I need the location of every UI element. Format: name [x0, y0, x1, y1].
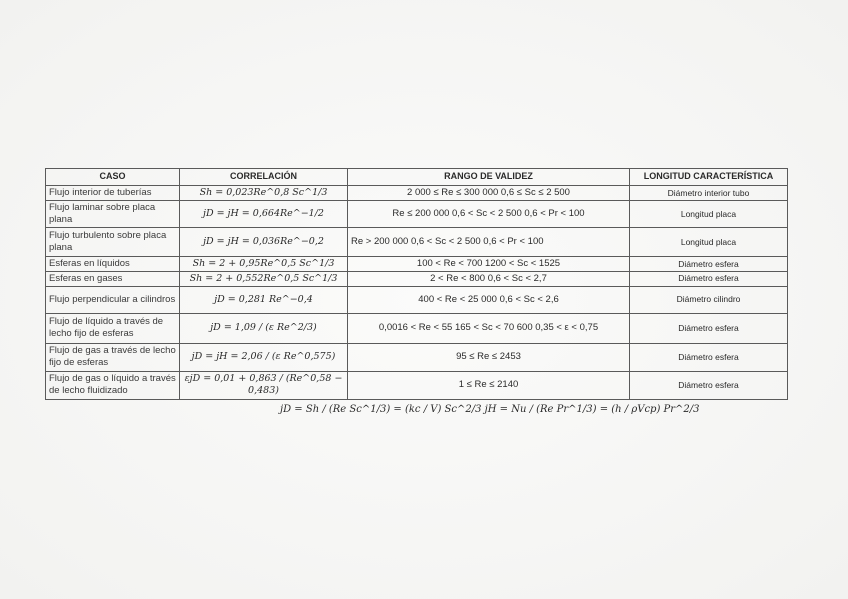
- rango-cell: 2 000 ≤ Re ≤ 300 000 0,6 ≤ Sc ≤ 2 500: [348, 186, 630, 201]
- longitud-cell: Diámetro esfera: [630, 343, 788, 371]
- longitud-cell: Diámetro esfera: [630, 271, 788, 286]
- table-row: [46, 271, 788, 286]
- longitud-cell: Diámetro interior tubo: [630, 186, 788, 201]
- caso-cell: Flujo de líquido a través de lecho fijo de esferas: [46, 313, 180, 343]
- correlacion-cell: jD = jH = 0,664Re^−1/2: [180, 200, 348, 227]
- caso-cell: Flujo interior de tuberías: [46, 186, 180, 201]
- longitud-cell: Diámetro esfera: [630, 313, 788, 343]
- footer-equation: jD = Sh / (Re Sc^1/3) = (kc / V) Sc^2/3 jH = Nu / (Re Pr^1/3) = (h / ρVcp) Pr^2/3: [280, 404, 700, 415]
- longitud-cell: Diámetro cilindro: [630, 286, 788, 313]
- caso-cell: Flujo turbulento sobre placa plana: [46, 227, 180, 256]
- rango-cell: 2 < Re < 800 0,6 < Sc < 2,7: [348, 271, 630, 286]
- correlacion-cell: εjD = 0,01 + 0,863 / (Re^0,58 − 0,483): [180, 371, 348, 399]
- table-row: [46, 343, 788, 371]
- header-caso: CASO: [46, 169, 180, 186]
- correlation-table: [45, 168, 788, 400]
- table-row: [46, 371, 788, 399]
- rango-cell: 100 < Re < 700 1200 < Sc < 1525: [348, 256, 630, 271]
- caso-cell: Flujo laminar sobre placa plana: [46, 200, 180, 227]
- caso-cell: Flujo de gas o líquido a través de lecho fluidizado: [46, 371, 180, 399]
- correlacion-cell: jD = jH = 0,036Re^−0,2: [180, 227, 348, 256]
- caso-cell: Flujo perpendicular a cilindros: [46, 286, 180, 313]
- correlacion-cell: Sh = 2 + 0,95Re^0,5 Sc^1/3: [180, 256, 348, 271]
- rango-cell: 1 ≤ Re ≤ 2140: [348, 371, 630, 399]
- longitud-cell: Diámetro esfera: [630, 256, 788, 271]
- rango-cell: 400 < Re < 25 000 0,6 < Sc < 2,6: [348, 286, 630, 313]
- table-row: [46, 186, 788, 201]
- caso-cell: Esferas en líquidos: [46, 256, 180, 271]
- header-rango: RANGO DE VALIDEZ: [348, 169, 630, 186]
- correlacion-cell: jD = 0,281 Re^−0,4: [180, 286, 348, 313]
- table-row: [46, 200, 788, 227]
- table-row: [46, 256, 788, 271]
- longitud-cell: Longitud placa: [630, 200, 788, 227]
- correlacion-cell: Sh = 2 + 0,552Re^0,5 Sc^1/3: [180, 271, 348, 286]
- rango-cell: 95 ≤ Re ≤ 2453: [348, 343, 630, 371]
- header-correlacion: CORRELACIÓN: [180, 169, 348, 186]
- table-header-row: [46, 169, 788, 186]
- longitud-cell: Diámetro esfera: [630, 371, 788, 399]
- longitud-cell: Longitud placa: [630, 227, 788, 256]
- table-row: [46, 286, 788, 313]
- table-row: [46, 313, 788, 343]
- header-longitud: LONGITUD CARACTERÍSTICA: [630, 169, 788, 186]
- correlacion-cell: jD = jH = 2,06 / (ε Re^0,575): [180, 343, 348, 371]
- correlacion-cell: Sh = 0,023Re^0,8 Sc^1/3: [180, 186, 348, 201]
- correlacion-cell: jD = 1,09 / (ε Re^2/3): [180, 313, 348, 343]
- caso-cell: Flujo de gas a través de lecho fijo de esferas: [46, 343, 180, 371]
- rango-cell: 0,0016 < Re < 55 165 < Sc < 70 600 0,35 < ε < 0,75: [348, 313, 630, 343]
- table-row: [46, 227, 788, 256]
- rango-cell: Re > 200 000 0,6 < Sc < 2 500 0,6 < Pr < 100: [348, 227, 630, 256]
- rango-cell: Re ≤ 200 000 0,6 < Sc < 2 500 0,6 < Pr < 100: [348, 200, 630, 227]
- caso-cell: Esferas en gases: [46, 271, 180, 286]
